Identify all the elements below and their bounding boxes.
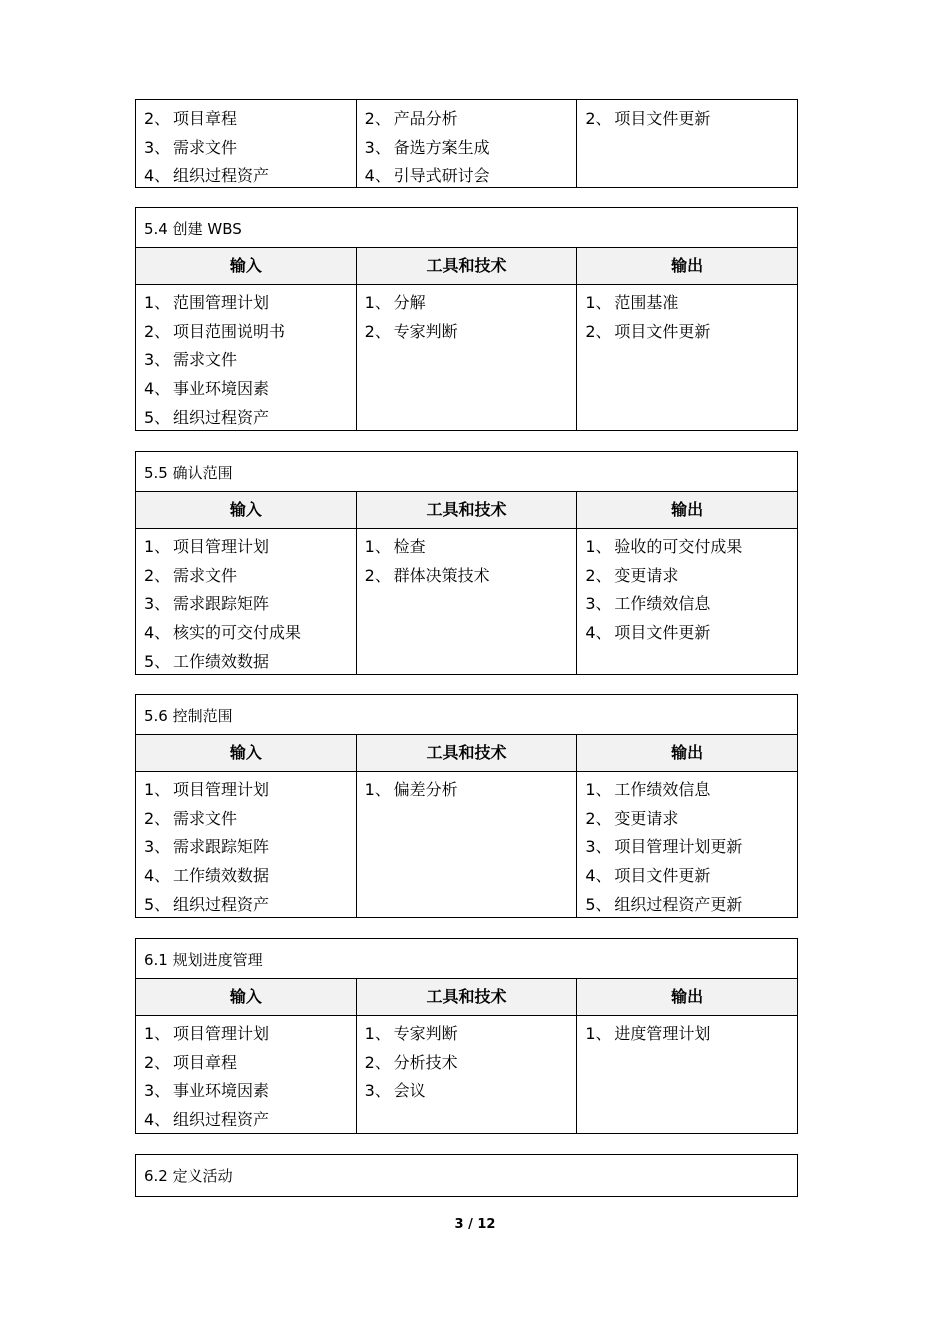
item-text: 备选方案生成 (393, 137, 490, 157)
item-number: 5、 (144, 651, 171, 671)
item-number: 3、 (585, 837, 612, 857)
input-column (136, 529, 356, 674)
list-item (577, 774, 797, 803)
item-text: 偏差分析 (393, 779, 458, 799)
list-item (577, 588, 797, 617)
item-number: 4、 (144, 622, 171, 642)
list-item (136, 889, 356, 918)
list-item (136, 531, 356, 560)
table-title: 5.6 控制范围 (136, 695, 797, 735)
table-body (136, 529, 797, 674)
table-body (136, 100, 797, 187)
item-number: 5、 (144, 407, 171, 427)
table-title: 6.1 规划进度管理 (136, 939, 797, 979)
item-text: 检查 (393, 536, 426, 556)
item-number: 3、 (144, 350, 171, 370)
list-item (357, 103, 577, 132)
item-text: 项目文件更新 (614, 108, 711, 128)
item-text: 需求跟踪矩阵 (173, 594, 270, 614)
item-number: 2、 (144, 1052, 171, 1072)
header-tools: 工具和技术 (356, 492, 577, 528)
list-item (136, 160, 356, 189)
header-tools: 工具和技术 (356, 979, 577, 1015)
item-number: 1、 (144, 292, 171, 312)
input-column (136, 100, 356, 187)
output-column (576, 772, 797, 917)
item-text: 范围基准 (614, 292, 679, 312)
item-text: 工作绩效信息 (614, 779, 711, 799)
item-text: 项目管理计划 (173, 1023, 270, 1043)
list-item (357, 287, 577, 316)
item-text: 需求跟踪矩阵 (173, 837, 270, 857)
list-item (577, 103, 797, 132)
input-column (136, 1016, 356, 1133)
output-column (576, 1016, 797, 1133)
page-number: 3 / 12 (454, 1217, 496, 1232)
list-item (357, 560, 577, 589)
table-5-6 (135, 694, 798, 918)
table-body (136, 285, 797, 430)
item-number: 2、 (364, 565, 391, 585)
list-item (136, 860, 356, 889)
list-item (136, 103, 356, 132)
table-title: 5.4 创建 WBS (136, 208, 797, 248)
table-header (136, 492, 797, 529)
list-item (136, 316, 356, 345)
list-item (577, 860, 797, 889)
item-text: 变更请求 (614, 565, 679, 585)
item-number: 2、 (364, 108, 391, 128)
item-text: 项目章程 (173, 1052, 238, 1072)
item-number: 1、 (364, 292, 391, 312)
item-number: 1、 (585, 292, 612, 312)
output-column (576, 100, 797, 187)
item-number: 5、 (144, 894, 171, 914)
item-number: 2、 (364, 321, 391, 341)
table-header (136, 735, 797, 772)
list-item (577, 316, 797, 345)
list-item (136, 1018, 356, 1047)
tools-column (356, 100, 577, 187)
item-text: 项目管理计划 (173, 536, 270, 556)
item-text: 项目文件更新 (614, 622, 711, 642)
item-number: 3、 (144, 594, 171, 614)
header-tools: 工具和技术 (356, 735, 577, 771)
list-item (136, 560, 356, 589)
item-text: 工作绩效数据 (173, 865, 270, 885)
table-5-5 (135, 451, 798, 675)
header-output: 输出 (576, 735, 797, 771)
item-number: 5、 (585, 894, 612, 914)
item-text: 变更请求 (614, 808, 679, 828)
item-number: 2、 (585, 321, 612, 341)
item-number: 1、 (364, 1023, 391, 1043)
list-item (136, 1047, 356, 1076)
item-text: 组织过程资产 (173, 407, 270, 427)
item-number: 1、 (585, 779, 612, 799)
list-item (357, 132, 577, 161)
item-number: 4、 (144, 166, 171, 186)
item-number: 4、 (144, 1109, 171, 1129)
list-item (136, 646, 356, 675)
list-item (357, 1018, 577, 1047)
list-item (357, 1075, 577, 1104)
item-number: 4、 (585, 622, 612, 642)
table-title: 5.5 确认范围 (136, 452, 797, 492)
list-item (136, 803, 356, 832)
item-number: 2、 (585, 108, 612, 128)
item-text: 范围管理计划 (173, 292, 270, 312)
item-number: 2、 (364, 1052, 391, 1072)
table-body (136, 772, 797, 917)
list-item (577, 531, 797, 560)
item-text: 组织过程资产 (173, 166, 270, 186)
output-column (576, 529, 797, 674)
item-text: 项目章程 (173, 108, 238, 128)
item-number: 3、 (364, 1081, 391, 1101)
list-item (136, 1075, 356, 1104)
item-number: 3、 (585, 594, 612, 614)
header-input: 输入 (229, 743, 262, 762)
item-number: 2、 (144, 565, 171, 585)
item-text: 项目文件更新 (614, 321, 711, 341)
item-text: 产品分析 (393, 108, 458, 128)
item-number: 4、 (144, 378, 171, 398)
tools-column (356, 1016, 577, 1133)
item-text: 进度管理计划 (614, 1023, 711, 1043)
header-input: 输入 (229, 500, 262, 519)
list-item (357, 160, 577, 189)
list-item (577, 560, 797, 589)
input-column (136, 772, 356, 917)
tools-column (356, 772, 577, 917)
item-text: 分解 (393, 292, 426, 312)
list-item (357, 774, 577, 803)
item-number: 1、 (585, 536, 612, 556)
item-number: 4、 (144, 865, 171, 885)
item-text: 需求文件 (173, 808, 238, 828)
item-text: 专家判断 (393, 321, 458, 341)
list-item (136, 344, 356, 373)
item-text: 核实的可交付成果 (173, 622, 302, 642)
list-item (136, 132, 356, 161)
item-number: 2、 (144, 321, 171, 341)
list-item (136, 373, 356, 402)
item-text: 组织过程资产 (173, 1109, 270, 1129)
item-number: 4、 (585, 865, 612, 885)
table-header (136, 248, 797, 285)
list-item (357, 316, 577, 345)
header-tools: 工具和技术 (356, 248, 577, 284)
item-number: 3、 (144, 1081, 171, 1101)
table-header (136, 979, 797, 1016)
header-input: 输入 (229, 256, 262, 275)
list-item (357, 531, 577, 560)
list-item (577, 889, 797, 918)
item-number: 3、 (364, 137, 391, 157)
item-number: 2、 (585, 808, 612, 828)
table-6-2 (135, 1154, 798, 1197)
list-item (577, 831, 797, 860)
list-item (357, 1047, 577, 1076)
list-item (577, 803, 797, 832)
item-text: 组织过程资产更新 (614, 894, 743, 914)
item-text: 需求文件 (173, 565, 238, 585)
list-item (577, 1018, 797, 1047)
item-text: 组织过程资产 (173, 894, 270, 914)
list-item (577, 287, 797, 316)
item-text: 会议 (393, 1081, 426, 1101)
table-6-1 (135, 938, 798, 1134)
header-output: 输出 (576, 248, 797, 284)
tools-column (356, 529, 577, 674)
list-item (577, 617, 797, 646)
item-text: 项目文件更新 (614, 865, 711, 885)
list-item (136, 402, 356, 431)
list-item (136, 831, 356, 860)
table-title: 6.2 定义活动 (144, 1167, 233, 1185)
item-number: 3、 (144, 837, 171, 857)
item-text: 项目管理计划更新 (614, 837, 743, 857)
item-number: 1、 (144, 1023, 171, 1043)
item-text: 引导式研讨会 (393, 166, 490, 186)
list-item (136, 617, 356, 646)
item-text: 工作绩效数据 (173, 651, 270, 671)
item-number: 1、 (364, 779, 391, 799)
output-column (576, 285, 797, 430)
tools-column (356, 285, 577, 430)
item-text: 验收的可交付成果 (614, 536, 743, 556)
item-number: 1、 (144, 779, 171, 799)
table-body (136, 1016, 797, 1133)
item-text: 项目范围说明书 (173, 321, 286, 341)
list-item (136, 588, 356, 617)
item-number: 1、 (364, 536, 391, 556)
item-text: 群体决策技术 (393, 565, 490, 585)
item-number: 1、 (144, 536, 171, 556)
list-item (136, 774, 356, 803)
item-text: 专家判断 (393, 1023, 458, 1043)
item-number: 3、 (144, 137, 171, 157)
item-text: 需求文件 (173, 350, 238, 370)
item-number: 2、 (144, 108, 171, 128)
item-number: 4、 (364, 166, 391, 186)
list-item (136, 287, 356, 316)
header-output: 输出 (576, 492, 797, 528)
item-number: 2、 (585, 565, 612, 585)
continued-table (135, 99, 798, 188)
item-text: 事业环境因素 (173, 1081, 270, 1101)
item-number: 2、 (144, 808, 171, 828)
item-text: 项目管理计划 (173, 779, 270, 799)
item-text: 分析技术 (393, 1052, 458, 1072)
item-text: 需求文件 (173, 137, 238, 157)
list-item (136, 1104, 356, 1133)
table-5-4 (135, 207, 798, 431)
item-text: 工作绩效信息 (614, 594, 711, 614)
item-text: 事业环境因素 (173, 378, 270, 398)
input-column (136, 285, 356, 430)
header-output: 输出 (576, 979, 797, 1015)
item-number: 1、 (585, 1023, 612, 1043)
header-input: 输入 (229, 987, 262, 1006)
